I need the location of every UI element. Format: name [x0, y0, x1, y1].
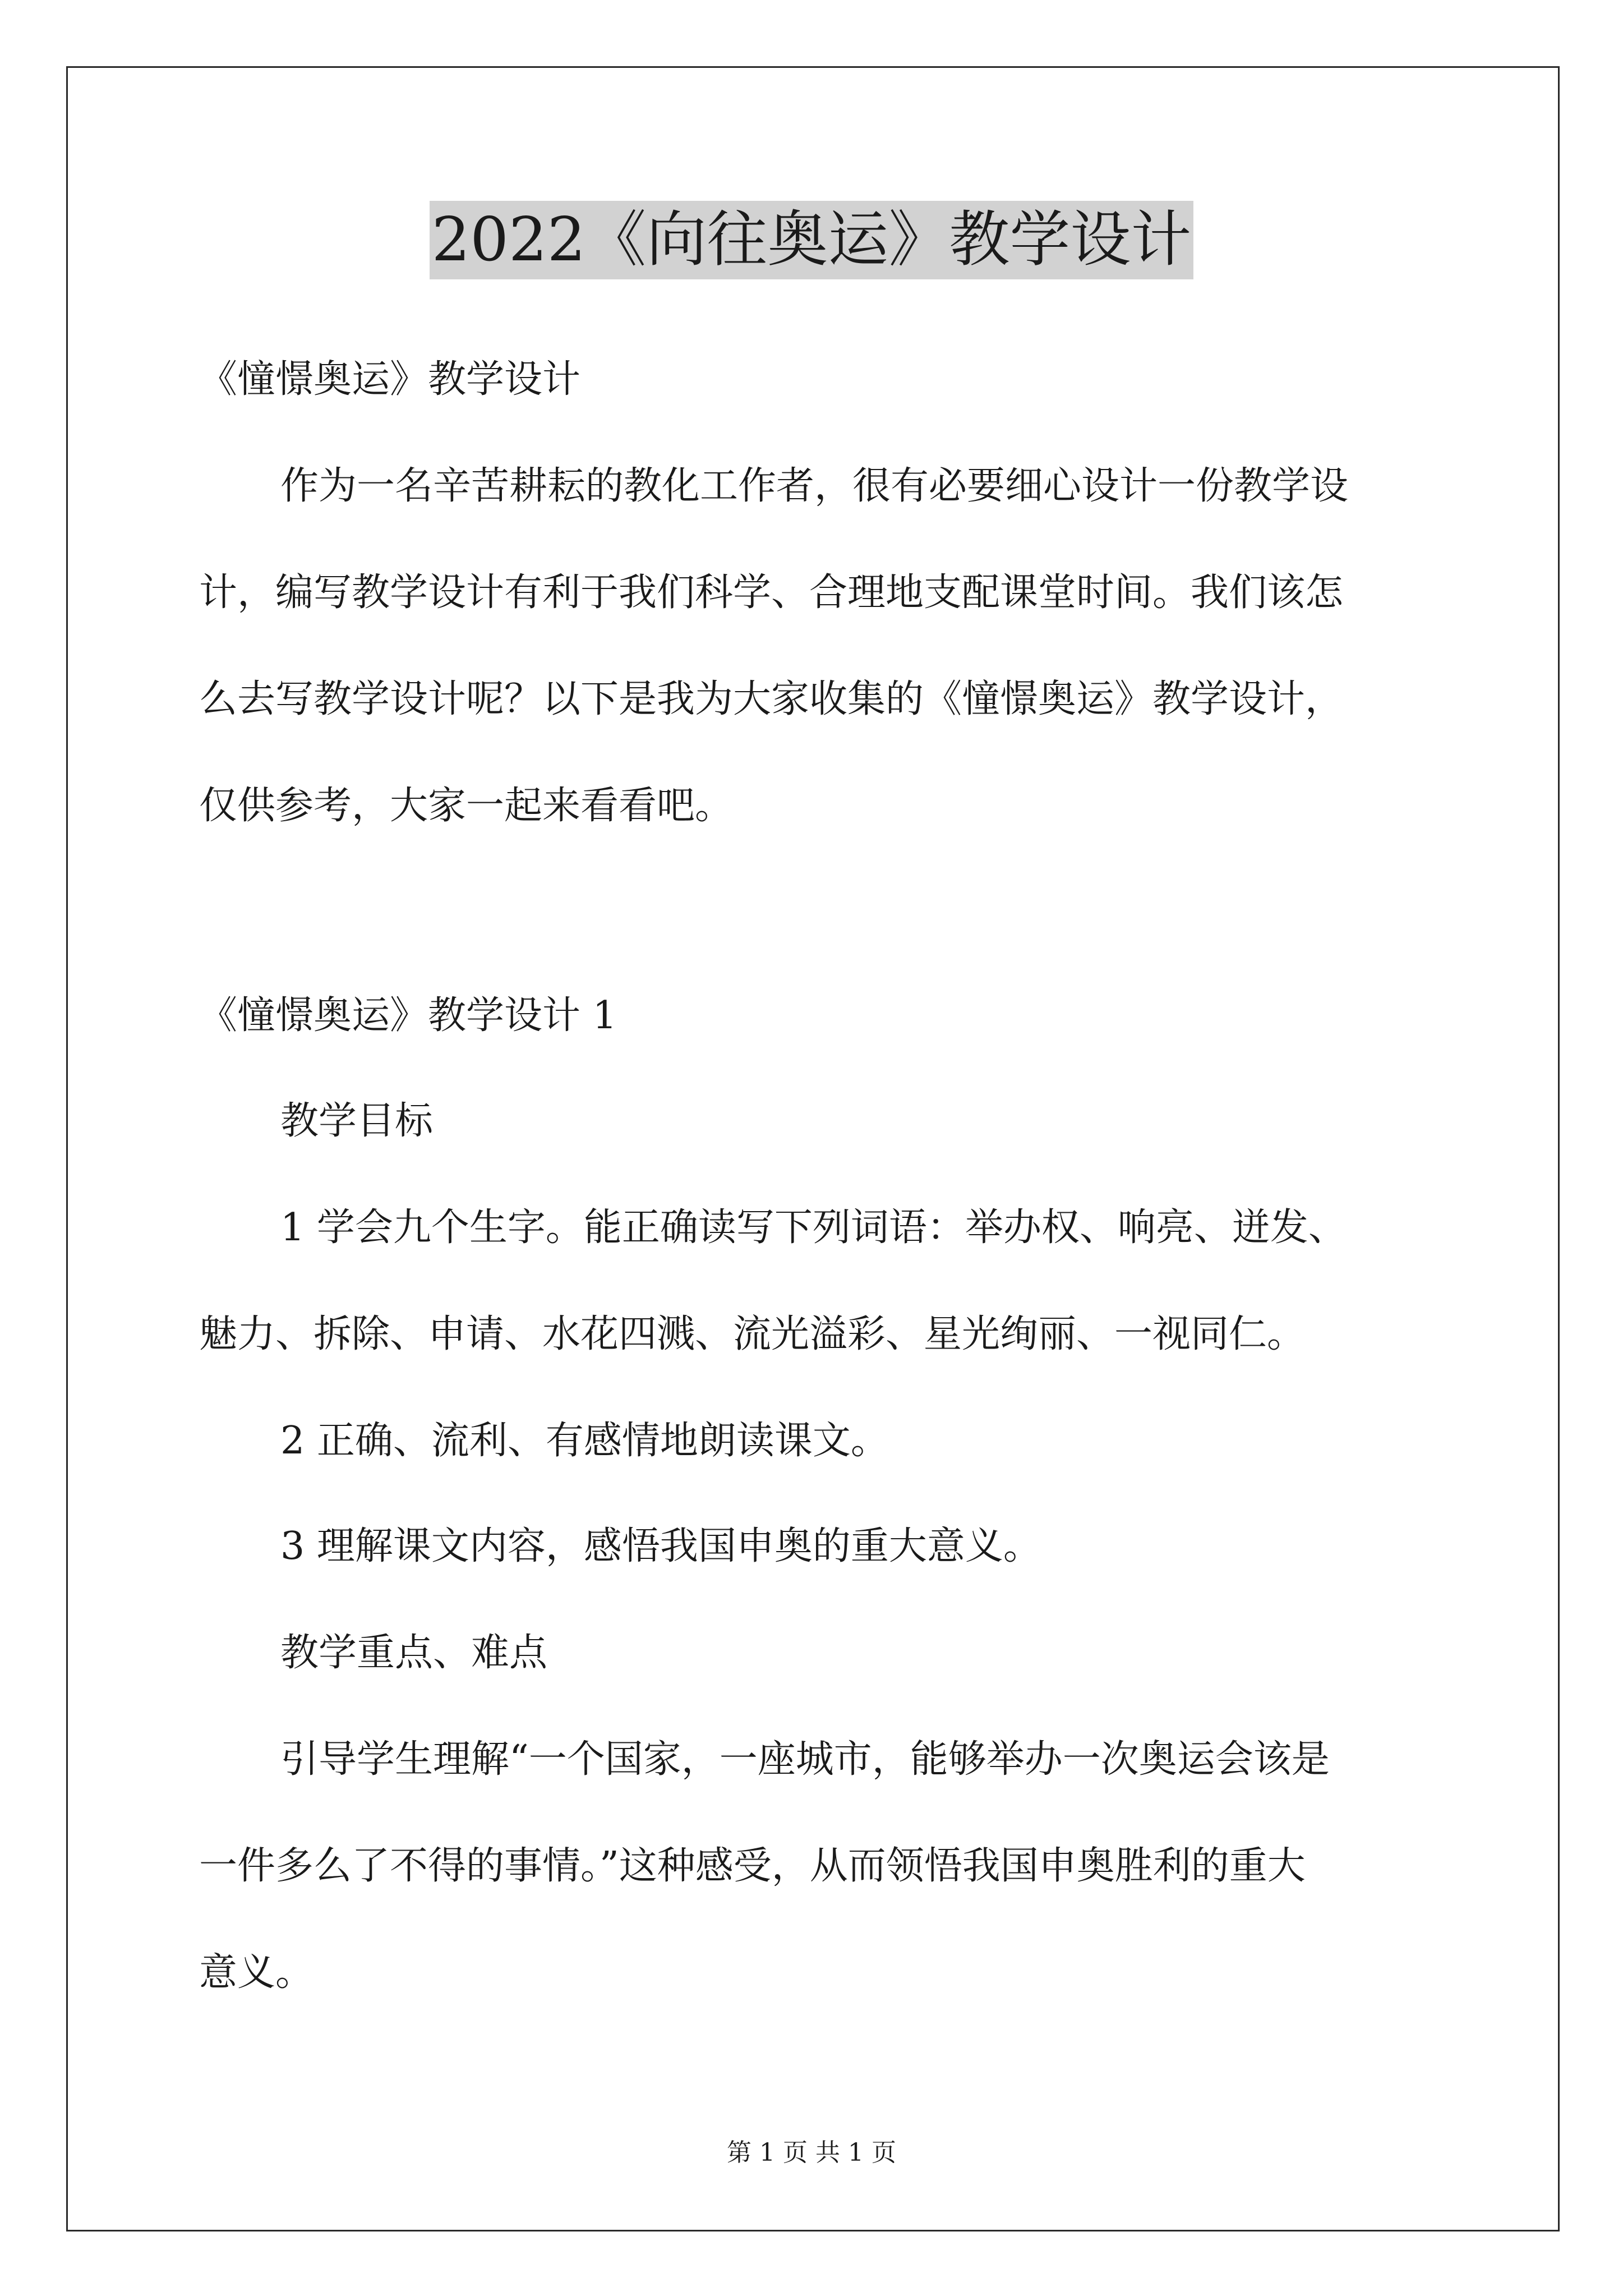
page-number: 第 1 页 共 1 页 — [727, 2138, 896, 2167]
paragraph-line: 仅供参考，大家一起来看看吧。 — [199, 784, 734, 828]
section-heading: 《憧憬奥运》教学设计 — [199, 357, 581, 402]
paragraph-line: 么去写教学设计呢？以下是我为大家收集的《憧憬奥运》教学设计， — [199, 677, 1344, 721]
paragraph-line: 1 学会九个生字。能正确读写下列词语：举办权、响亮、迸发、 — [280, 1205, 1347, 1250]
subsection-heading: 教学目标 — [280, 1099, 434, 1143]
paragraph-line: 计，编写教学设计有利于我们科学、合理地支配课堂时间。我们该怎 — [199, 570, 1344, 615]
paragraph-line: 2 正确、流利、有感情地朗读课文。 — [280, 1419, 889, 1463]
subsection-heading: 教学重点、难点 — [280, 1631, 548, 1675]
paragraph-line: 作为一名辛苦耕耘的教化工作者，很有必要细心设计一份教学设 — [280, 464, 1349, 508]
paragraph-line: 引导学生理解“一个国家，一座城市，能够举办一次奥运会该是 — [280, 1737, 1330, 1782]
paragraph-line: 魅力、拆除、申请、水花四溅、流光溢彩、星光绚丽、一视同仁。 — [199, 1312, 1306, 1356]
paragraph-line: 3 理解课文内容，感悟我国申奥的重大意义。 — [280, 1524, 1041, 1568]
section-heading: 《憧憬奥运》教学设计 1 — [199, 993, 617, 1038]
document-title — [0, 201, 1623, 279]
paragraph-line: 一件多么了不得的事情。”这种感受，从而领悟我国申奥胜利的重大 — [199, 1844, 1306, 1888]
document-title-text: 2022《向往奥运》教学设计 — [430, 201, 1194, 279]
paragraph-line: 意义。 — [199, 1950, 314, 1995]
